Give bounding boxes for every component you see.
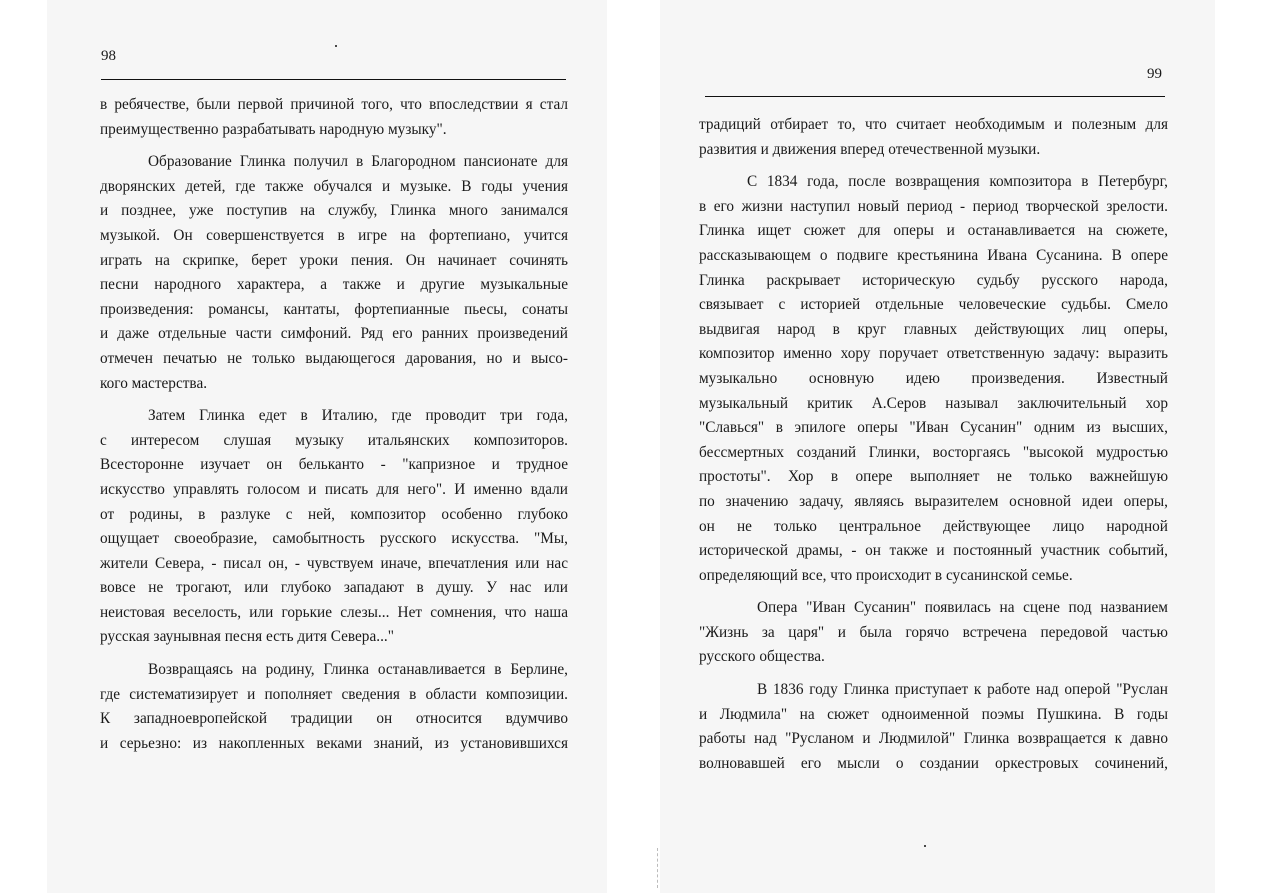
left-page-text [100,93,568,756]
text-line: исторической драмы, - он также и постоянный участник событий, [699,542,1168,560]
text-line: и Людмила" на сюжет одноименной поэмы Пушкина. В годы [699,705,1168,723]
text-line: искусство управлять голосом и писать для него". И именно вдали [100,480,568,498]
text-line: песни народного характера, а также и другие музыкальные [100,276,568,294]
text-line: Глинка ищет сюжет для оперы и останавливается на сюжете, [699,222,1168,240]
text-line: по значению задачу, являясь выразителем основной идеи оперы, [699,492,1168,510]
text-line: рассказывающем о подвиге крестьянина Ивана Сусанина. В опере [699,246,1168,264]
text-line: русская заунывная песня есть дитя Севера..." [100,628,394,646]
text-line: развития и движения вперед отечественной музыки. [699,140,1041,158]
text-line: дворянских детей, где также обучался и музыке. В годы учения [100,177,568,195]
text-line: от родины, в разлуке с ней, композитор особенно глубоко [100,505,568,523]
text-line: определяющий все, что происходит в сусанинской семье. [699,566,1073,584]
right-page-text [699,113,1168,776]
paragraph-gap [100,650,568,658]
text-line: в его жизни наступил новый период - период творческой зрелости. [699,197,1168,215]
paragraph-gap [100,142,568,150]
text-line: жители Севера, - писал он, - чувствуем иначе, впечатления или нас [100,554,568,572]
text-line: В 1836 году Глинка приступает к работе над оперой "Руслан [757,681,1168,699]
text-line: выдвигая народ в круг главных действующих лиц оперы, [699,320,1168,338]
text-line: с интересом слушая музыку итальянских композиторов. [100,431,568,449]
scan-artifact [657,848,659,888]
text-line: "Славься" в эпилоге оперы "Иван Сусанин" одним из высших, [699,419,1168,437]
text-line: преимущественно разрабатывать народную музыку". [100,120,447,138]
text-line: и серьезно: из накопленных веками знаний, из установившихся [100,734,568,752]
text-line: музыкальный критик А.Серов называл заключительный хор [699,394,1168,412]
text-line: С 1834 года, после возвращения композитора в Петербург, [747,173,1168,191]
text-line: Глинка раскрывает историческую судьбу русского народа, [699,271,1168,289]
text-line: вовсе не трогают, или глубоко западают в душу. У нас или [100,579,568,597]
speck [335,45,337,47]
text-line: К западноевропейской традиции он относится вдумчиво [100,710,568,728]
text-line: Всесторонне изучает он бельканто - "капризное и трудное [100,456,568,474]
text-line: Возвращаясь на родину, Глинка останавливается в Берлине, [148,661,568,679]
text-line: Затем Глинка едет в Италию, где проводит три года, [148,407,568,425]
text-line: Опера "Иван Сусанин" появилась на сцене под названием [757,599,1168,617]
text-line: в ребячестве, были первой причиной того, что впоследствии я стал [100,96,568,113]
text-line: где систематизирует и пополняет сведения в области композиции. [100,685,568,703]
header-rule-left [101,79,566,80]
paragraph-gap [699,588,1168,596]
paragraph-gap [699,162,1168,170]
left-page [47,0,607,893]
text-line: "Жизнь за царя" и была горячо встречена передовой частью [699,623,1168,641]
text-line: играть на скрипке, берет уроки пения. Он начинает сочинять [100,251,568,269]
header-rule-right [705,96,1165,97]
page-number-left: 98 [101,48,116,64]
page-number-right: 99 [1147,66,1162,82]
text-line: кого мастерства. [100,374,208,392]
text-line: связывает с историей отдельные человеческие судьбы. Смело [699,296,1168,314]
text-line: бессмертных созданий Глинки, восторгаясь "высокой мудростью [699,443,1168,461]
paragraph-gap [699,670,1168,678]
text-line: неистовая веселость, или горькие слезы... Нет сомнения, что наша [100,603,568,621]
text-line: традиций отбирает то, что считает необходимым и полезным для [699,116,1168,133]
text-line: отмечен печатью не только выдающегося дарования, но и высо- [100,349,568,367]
text-line: музыкой. Он совершенствуется в игре на фортепиано, учится [100,226,568,244]
text-line: русского общества. [699,648,825,666]
text-line: работы над "Русланом и Людмилой" Глинка возвращается к давно [699,730,1168,748]
text-line: волновавшей его мысли о создании оркестровых сочинений, [699,754,1168,772]
text-line: музыкально основную идею произведения. Известный [699,369,1168,387]
speck [924,845,926,847]
text-line: композитор именно хору поручает ответственную задачу: выразить [699,345,1168,363]
text-line: простоты". Хор в опере выполняет не только важнейшую [699,468,1168,486]
text-line: он не только центральное действующее лицо народной [699,517,1168,535]
text-line: произведения: романсы, кантаты, фортепианные пьесы, сонаты [100,300,568,318]
text-line: и даже отдельные части симфоний. Ряд его ранних произведений [100,325,568,343]
right-page [660,0,1215,893]
paragraph-gap [100,396,568,404]
text-line: Образование Глинка получил в Благородном пансионате для [148,153,568,171]
text-line: ощущает своеобразие, самобытность русского искусства. "Мы, [100,530,568,548]
text-line: и позднее, уже поступив на службу, Глинка много занимался [100,202,568,220]
